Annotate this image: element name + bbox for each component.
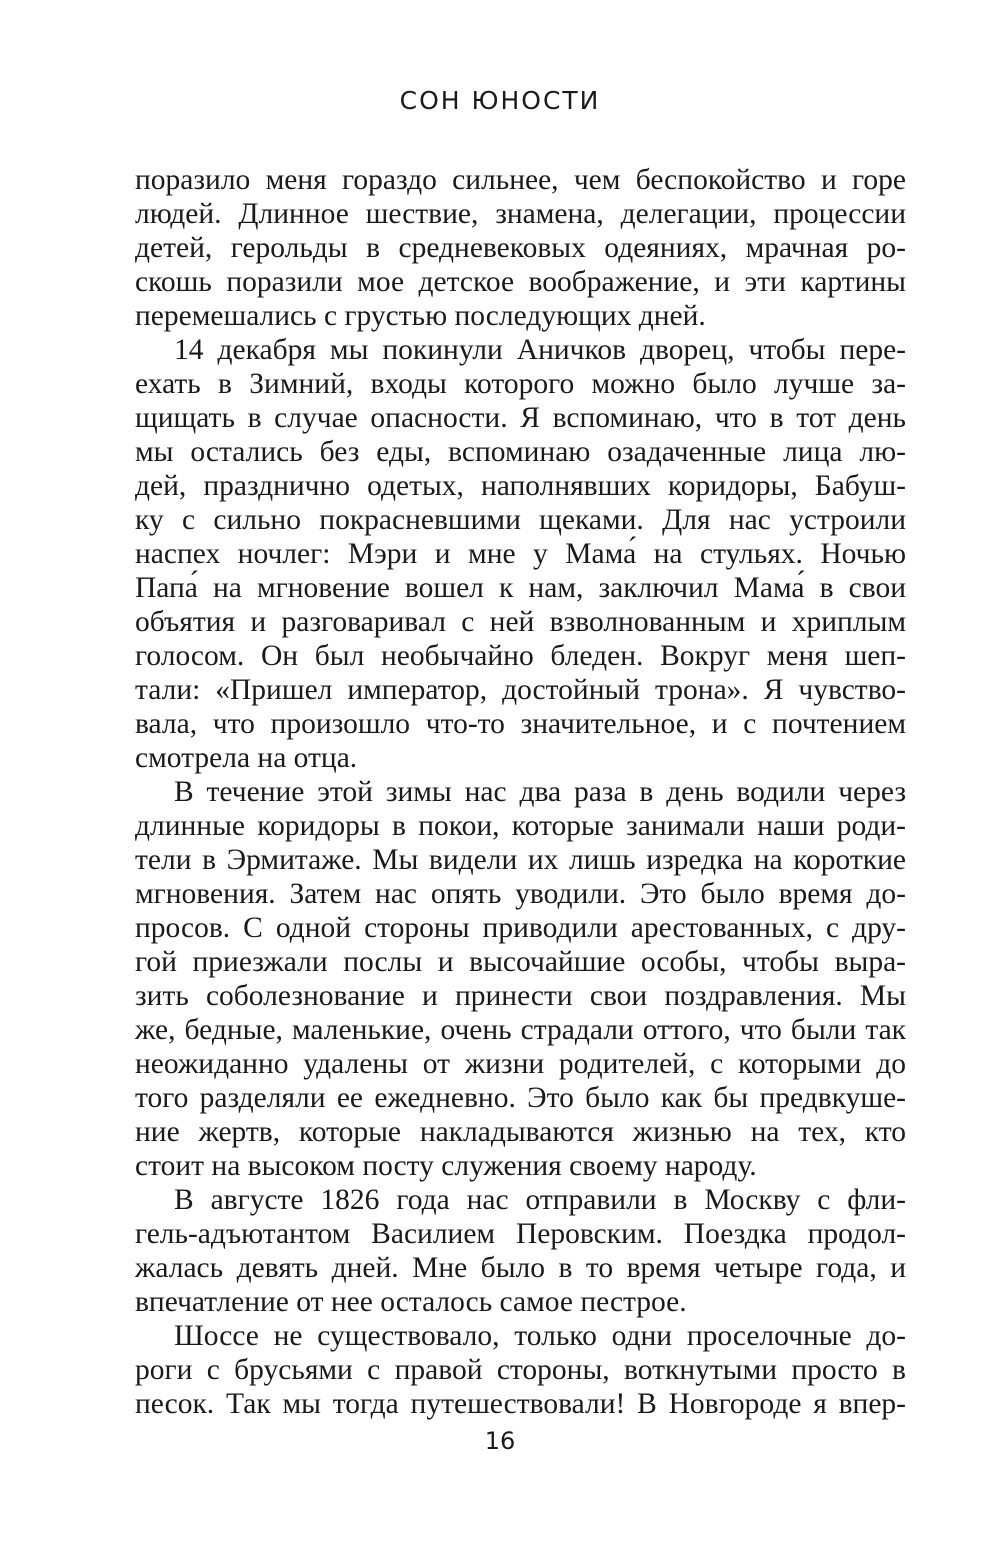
text-line: гель-адъютантом Василием Перовским. Поездка продол- [135, 1218, 906, 1250]
text-line: же, бедные, маленькие, очень страдали оттого, что были так [135, 1014, 906, 1046]
text-line: тали: «Пришел император, достойный трона». Я чувство- [135, 674, 906, 706]
text-line: гой приезжали послы и высочайшие особы, чтобы выра- [135, 946, 906, 978]
text-line: Папа́ на мгновение вошел к нам, заключил Мама́ в свои [135, 572, 906, 604]
text-line: ние жертв, которые накладываются жизнью на тех, кто [135, 1116, 906, 1148]
paragraph-first-line: В августе 1826 года нас отправили в Москву с фли- [174, 1184, 906, 1216]
text-line: мы остались без еды, вспоминаю озадаченные лица лю- [135, 436, 906, 468]
text-line: наспех ночлег: Мэри и мне у Мама́ на стульях. Ночью [135, 538, 906, 570]
text-line: роги с брусьями с правой стороны, воткнутыми просто в [135, 1354, 906, 1386]
text-line: поразило меня гораздо сильнее, чем беспокойство и горе [135, 164, 906, 196]
text-line: тели в Эрмитаже. Мы видели их лишь изредка на короткие [135, 844, 906, 876]
text-line: людей. Длинное шествие, знамена, делегации, процессии [135, 198, 906, 230]
text-line: впечатление от нее осталось самое пестрое. [135, 1286, 687, 1318]
text-line: объятия и разговаривал с ней взволнованным и хриплым [135, 606, 906, 638]
text-line: детей, герольды в средневековых одеяниях, мрачная ро- [135, 232, 906, 264]
text-line: ехать в Зимний, входы которого можно было лучше за- [135, 368, 906, 400]
text-line: скошь поразили мое детское воображение, и эти картины [135, 266, 906, 298]
text-line: вала, что произошло что-то значительное, и с почтением [135, 708, 906, 740]
text-line: просов. С одной стороны приводили арестованных, с дру- [135, 912, 906, 944]
running-head: СОН ЮНОСТИ [399, 86, 601, 115]
text-line: смотрела на отца. [135, 742, 358, 774]
paragraph-first-line: 14 декабря мы покинули Аничков дворец, чтобы пере- [174, 334, 906, 366]
paragraph-first-line: Шоссе не существовало, только одни проселочные до- [174, 1320, 906, 1352]
text-line: перемешались с грустью последующих дней. [135, 300, 706, 332]
text-line: стоит на высоком посту служения своему народу. [135, 1150, 757, 1182]
text-line: жалась девять дней. Мне было в то время четыре года, и [135, 1252, 906, 1284]
text-line: голосом. Он был необычайно бледен. Вокруг меня шеп- [135, 640, 906, 672]
text-line: того разделяли ее ежедневно. Это было как бы предвкуше- [135, 1082, 906, 1114]
text-line: неожиданно удалены от жизни родителей, с которыми до [135, 1048, 906, 1080]
text-line: песок. Так мы тогда путешествовали! В Новгороде я впер- [135, 1388, 906, 1420]
page-number: 16 [484, 1427, 516, 1455]
text-line: щищать в случае опасности. Я вспоминаю, что в тот день [135, 402, 906, 434]
text-line: дей, празднично одетых, наполнявших коридоры, Бабуш- [135, 470, 906, 502]
text-line: длинные коридоры в покои, которые занимали наши роди- [135, 810, 906, 842]
text-line: зить соболезнование и принести свои поздравления. Мы [135, 980, 906, 1012]
paragraph-first-line: В течение этой зимы нас два раза в день водили через [174, 776, 906, 808]
text-line: мгновения. Затем нас опять уводили. Это было время до- [135, 878, 906, 910]
text-line: ку с сильно покрасневшими щеками. Для нас устроили [135, 504, 906, 536]
